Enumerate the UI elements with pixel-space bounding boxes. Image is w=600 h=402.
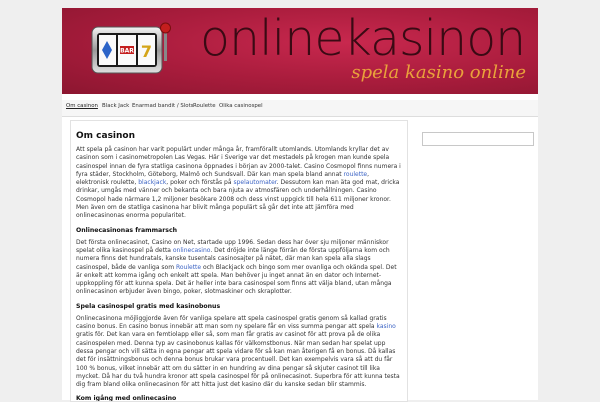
site-header [62, 8, 538, 94]
paragraph-onlinecasinon: Det första onlinecasinot, Casino on Net, startade upp 1996. Sedan dess har över sju miljoner människor spelat olika kasinospel på detta onlinecasino. Det dröjde inte länge förrän de första uppföljarna kom och numera finns det hundratals, kanske tusentals casinosajter på nätet, där man kan spela alla slags casinospel, både de vanliga som Roulette och Blackjack och bingo som mer ovanliga och okända spel. Det är enkelt att komma igång och enkelt att spela. Man behöver ju inget annat än en dator och Internet-uppkoppling för att kunna spela. Det är heller inte bara casinospel som finns att välja bland, utan många onlinecasinon erbjuder även bingo, poker, slotmaskiner och skraplotter. [76, 238, 397, 296]
link-roulette[interactable]: roulette [343, 170, 368, 178]
main-content [70, 120, 408, 402]
link-roulette-2[interactable]: Roulette [175, 263, 202, 271]
link-kasino[interactable]: kasino [376, 323, 396, 331]
site-logo-text[interactable]: onlinekasinon [200, 10, 526, 67]
seven-symbol: 7 [140, 42, 153, 61]
site-tagline: spela kasino online [351, 62, 526, 83]
intro-paragraph: Att spela på casinon har varit populärt under många år, framförallt utomlands. Utomlands kryllar det av casinon som i casinometropolen Las Vegas. Här i Sverige var det mestadels på krogen man kunde spela casinospel innan de fyra statliga casinona öppnades i början av 2000-talet. Casino Cosmopol finns numera i fyra städer, Stockholm, Göteborg, Malmö och Sundsvall. Där kan man spela bland annat roulette, elektronisk roulette, blackjack, poker och förstås på spelautomater. Dessutom kan man äta god mat, dricka drinkar, umgås med vänner och bekanta och bara njuta av atmosfären och underhållningen. Casino Cosmopol hade närmare 1,2 miljoner besökare 2008 och dess vinst uppgick till hela 611 miljoner kronor. Men även om de statliga casinona har blivit många populärt så går det inte att jämföra med onlinecasinonas enorma popularitet. [76, 146, 401, 220]
section-heading: Kom igång med onlinecasino [76, 395, 177, 402]
link-blackjack[interactable]: blackjack [138, 179, 167, 187]
nav-item-black-jack[interactable]: Black Jack [102, 103, 130, 109]
nav-item-om-casinon[interactable]: Om casinon [66, 103, 98, 109]
section-heading: Onlinecasinonas frammarsch [76, 226, 178, 234]
paragraph-bonus: Onlinecasinona möjliggjorde även för vanliga spelare att spela casinospel gratis genom så kallad gratis casino bonus. En casino bonus innebär att man som ny spelare får en viss summa pengar att spela kasino gratis för. Det kan vara en femtiolapp eller så, som man får gratis av casinot för att prova på de olika casinospelen med. Denna typ av casinobonus kallas för välkomstbonus. När man sedan har spelat upp dessa pengar och vill sätta in egna pengar att spela vidare för så kan man återigen få en bonus. Då kallas det för insättningsbonus och denna bonus brukar vara procentuell. Det kan exempelvis vara så att du får 100 % bonus, vilket innebär att om du sätter in en hundring av dina pengar så skjuter casinot till lika mycket. Då har du två hundra kronor att spela casinospel för på onlinecasinot. Superbra för att kunna testa dig fram bland olika onlinecasinon för att hitta just det kasino där du kanske sedan blir stammis. [76, 314, 400, 389]
nav-item-olika-casinospel[interactable]: Olika casinospel [219, 103, 263, 109]
nav-item-roulette[interactable]: Roulette [193, 103, 216, 109]
sidebar [416, 120, 536, 400]
search-input[interactable] [422, 132, 534, 146]
page-title: Om casinon [76, 131, 136, 141]
link-spelautomater[interactable]: spelautomater [233, 179, 277, 187]
section-heading: Spela casinospel gratis med kasinobonus [76, 302, 221, 310]
slot-machine-logo[interactable] [90, 21, 176, 79]
link-onlinecasino[interactable]: onlinecasino [172, 246, 211, 254]
nav-item-enarmad-bandit[interactable]: Enarmad bandit / Slots [132, 103, 194, 109]
main-nav [62, 100, 538, 117]
bar-symbol: BAR [120, 47, 134, 55]
